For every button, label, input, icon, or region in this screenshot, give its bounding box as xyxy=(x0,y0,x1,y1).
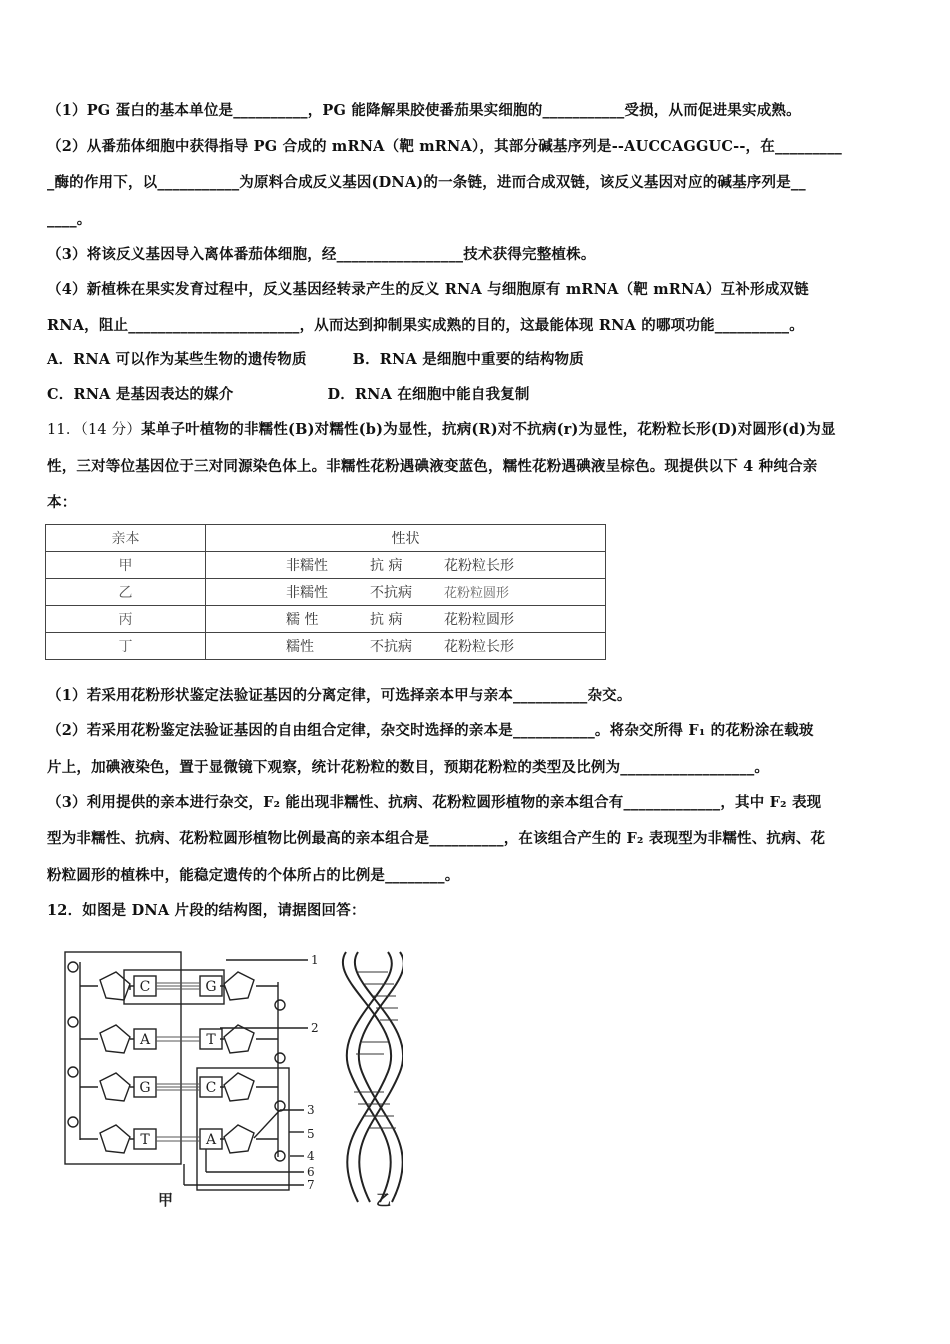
q10-part2-line1: （2）从番茄体细胞中获得指导 PG 合成的 mRNA（靶 mRNA），其部分碱基序列是--AUCCAGGUC--，在_________ xyxy=(47,138,843,155)
parent-cell: 乙 xyxy=(46,579,206,606)
trait-pollen: 花粉粒长形 xyxy=(444,639,514,655)
parent-cell: 丙 xyxy=(46,606,206,633)
traits-cell xyxy=(206,552,606,579)
option-a: A．RNA 可以作为某些生物的遗传物质 xyxy=(47,351,307,368)
base-right-3: C xyxy=(205,1080,217,1096)
parent-traits-table xyxy=(45,524,606,660)
q10-part4-line2: RNA，阻止_______________________，从而达到抑制果实成熟的目的，这最能体现 RNA 的哪项功能__________。 xyxy=(47,317,804,334)
q10-part4-line1: （4）新植株在果实发育过程中，反义基因经转录产生的反义 RNA 与细胞原有 mRNA（靶 mRNA）互补形成双链 xyxy=(47,281,809,298)
trait-disease: 抗 病 xyxy=(370,558,403,574)
trait-pollen: 花粉粒长形 xyxy=(444,558,514,574)
double-helix xyxy=(343,952,403,1202)
q11-intro-line1 xyxy=(47,420,907,440)
option-b: B．RNA 是细胞中重要的结构物质 xyxy=(352,351,584,368)
base-right-1: G xyxy=(205,979,217,995)
q11-part3-line2: 型为非糯性、抗病、花粉粒圆形植物比例最高的亲本组合是__________，在该组合产生的 F₂ 表现型为非糯性、抗病、花 xyxy=(47,830,826,847)
header-traits: 性状 xyxy=(206,525,606,552)
q11-intro-text: 某单子叶植物的非糯性(B)对糯性(b)为显性，抗病(R)对不抗病(r)为显性，花粉粒长形(D)对圆形(d)为显 xyxy=(141,421,836,438)
table-header-row xyxy=(46,525,606,552)
table-row xyxy=(46,552,606,579)
trait-disease: 不抗病 xyxy=(370,585,412,601)
option-c: C．RNA 是基因表达的媒介 xyxy=(47,386,234,403)
base-right-4: A xyxy=(205,1132,217,1148)
q11-part2-line2: 片上，加碘液染色，置于显微镜下观察，统计花粉粒的数目，预期花粉粒的类型及比例为__________________。 xyxy=(47,759,770,776)
label-4: 4 xyxy=(307,1149,315,1163)
q10-part3: （3）将该反义基因导入离体番茄体细胞，经_________________技术获得完整植株。 xyxy=(47,246,596,263)
hydrogen-bonds xyxy=(156,983,200,1141)
label-1: 1 xyxy=(311,953,319,967)
option-d: D．RNA 在细胞中能自我复制 xyxy=(327,386,530,403)
dna-structure-diagram xyxy=(58,942,403,1212)
q11-intro-line2: 性，三对等位基因位于三对同源染色体上。非糯性花粉遇碘液变蓝色，糯性花粉遇碘液呈棕色。现提供以下 4 种纯合亲 xyxy=(47,458,818,475)
q11-part3-line3: 粉粒圆形的植株中，能稳定遗传的个体所占的比例是________。 xyxy=(47,867,460,884)
q10-options-row1 xyxy=(47,350,907,370)
q11-part2-line1: （2）若采用花粉鉴定法验证基因的自由组合定律，杂交时选择的亲本是___________。将杂交所得 F₁ 的花粉涂在载玻 xyxy=(47,722,814,739)
trait-starch: 非糯性 xyxy=(286,558,328,574)
base-left-2: A xyxy=(139,1032,151,1048)
trait-disease: 不抗病 xyxy=(370,639,412,655)
trait-starch: 糯 性 xyxy=(286,612,319,628)
table-row xyxy=(46,633,606,660)
parent-cell: 丁 xyxy=(46,633,206,660)
q11-number: 11．（14 分） xyxy=(47,422,142,438)
q11-intro-line3: 本： xyxy=(47,494,77,511)
label-2: 2 xyxy=(311,1021,319,1035)
label-6: 6 xyxy=(307,1165,315,1179)
q12-intro: 12．如图是 DNA 片段的结构图，请据图回答： xyxy=(47,902,366,919)
caption-jia: 甲 xyxy=(158,1191,174,1209)
q10-part2-line3: ____。 xyxy=(47,211,92,228)
traits-cell xyxy=(206,606,606,633)
q11-part1: （1）若采用花粉形状鉴定法验证基因的分离定律，可选择亲本甲与亲本__________杂交。 xyxy=(47,687,632,704)
base-right-2: T xyxy=(206,1032,216,1048)
table-row xyxy=(46,579,606,606)
base-left-1: C xyxy=(139,979,151,995)
parent-cell: 甲 xyxy=(46,552,206,579)
trait-starch: 糯性 xyxy=(286,639,314,655)
label-5: 5 xyxy=(307,1127,315,1141)
base-left-4: T xyxy=(140,1132,150,1148)
q10-part1: （1）PG 蛋白的基本单位是__________，PG 能降解果胶使番茄果实细胞的___________受损，从而促进果实成熟。 xyxy=(47,102,801,119)
traits-cell xyxy=(206,633,606,660)
table-row xyxy=(46,606,606,633)
trait-disease: 抗 病 xyxy=(370,612,403,628)
diagram-strand-a xyxy=(65,952,308,1190)
header-parent: 亲本 xyxy=(46,525,206,552)
trait-pollen: 花粉粒圆形 xyxy=(444,612,514,628)
trait-pollen: 花粉粒圆形 xyxy=(444,586,510,601)
label-7: 7 xyxy=(307,1178,315,1192)
base-left-3: G xyxy=(139,1080,151,1096)
caption-yi: 乙 xyxy=(376,1191,392,1209)
q10-part2-line2: _酶的作用下，以___________为原料合成反义基因(DNA)的一条链，进而合成双链，该反义基因对应的碱基序列是__ xyxy=(47,174,806,191)
traits-cell xyxy=(206,579,606,606)
trait-starch: 非糯性 xyxy=(286,585,328,601)
q10-options-row2 xyxy=(47,385,907,405)
label-3: 3 xyxy=(307,1103,315,1117)
q11-part3-line1: （3）利用提供的亲本进行杂交，F₂ 能出现非糯性、抗病、花粉粒圆形植物的亲本组合有_____________，其中 F₂ 表现 xyxy=(47,794,822,811)
